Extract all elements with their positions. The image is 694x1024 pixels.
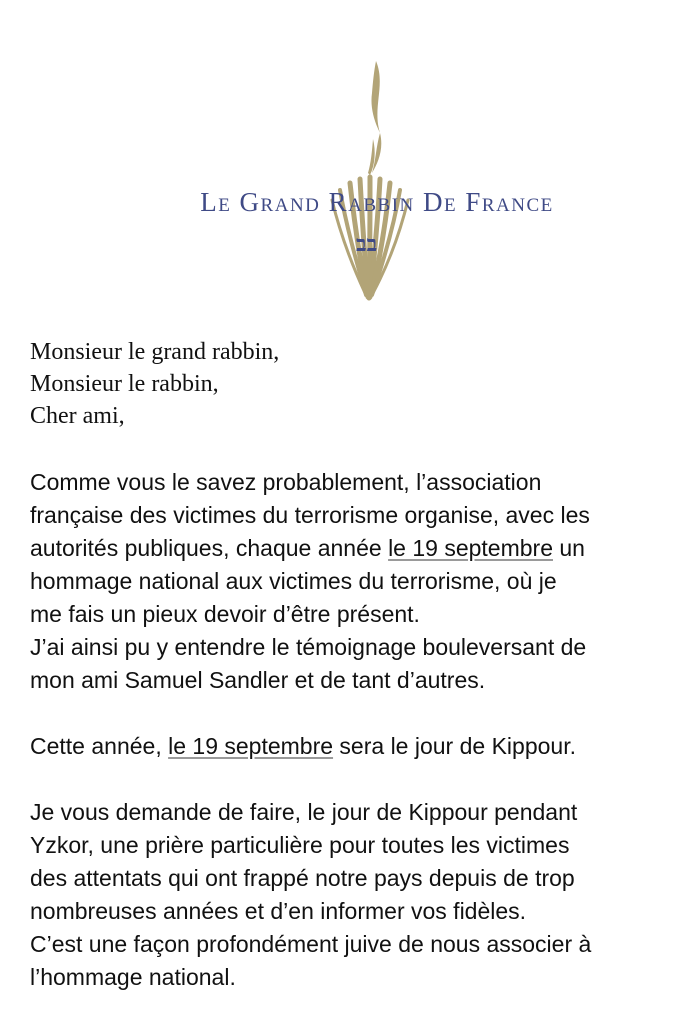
organization-name: Le Grand Rabbin De France: [200, 187, 554, 217]
date-link[interactable]: le 19 septembre: [168, 733, 334, 759]
body-line: l’hommage national.: [30, 964, 236, 990]
hebrew-initials: בב: [356, 231, 378, 257]
body-line: mon ami Samuel Sandler et de tant d’autres.: [30, 667, 486, 693]
body-line: J’ai ainsi pu y entendre le témoignage bouleversant de: [30, 634, 587, 660]
body-line: C’est une façon profondément juive de nous associer à: [30, 931, 592, 957]
paragraph-2: [30, 730, 680, 763]
body-text: sera le jour de Kippour.: [333, 733, 576, 759]
salutation: [30, 336, 279, 432]
salutation-line: Monsieur le rabbin,: [30, 371, 219, 397]
paragraph-1: [30, 466, 680, 697]
paragraph-3: [30, 796, 680, 994]
letterhead: [0, 55, 694, 305]
paragraph-gap: [30, 697, 680, 730]
flame-emblem-icon: [300, 55, 420, 305]
body-line: nombreuses années et d’en informer vos fidèles.: [30, 898, 527, 924]
body-text: Cette année,: [30, 733, 169, 759]
body-text: un: [553, 535, 585, 561]
paragraph-gap: [30, 763, 680, 796]
date-link[interactable]: le 19 septembre: [388, 535, 553, 561]
body-line: me fais un pieux devoir d’être présent.: [30, 601, 420, 627]
body-line: [30, 532, 680, 565]
body-line: française des victimes du terrorisme organise, avec les: [30, 502, 590, 528]
body-line: Comme vous le savez probablement, l’association: [30, 469, 542, 495]
salutation-line: Cher ami,: [30, 403, 125, 429]
body-line: hommage national aux victimes du terrorisme, où je: [30, 568, 557, 594]
body-text: autorités publiques, chaque année: [30, 535, 389, 561]
letter-body: [30, 466, 680, 994]
body-line: Je vous demande de faire, le jour de Kippour pendant: [30, 799, 578, 825]
salutation-line: Monsieur le grand rabbin,: [30, 339, 280, 365]
body-line: [30, 730, 680, 763]
body-line: des attentats qui ont frappé notre pays depuis de trop: [30, 865, 575, 891]
body-line: Yzkor, une prière particulière pour toutes les victimes: [30, 832, 570, 858]
